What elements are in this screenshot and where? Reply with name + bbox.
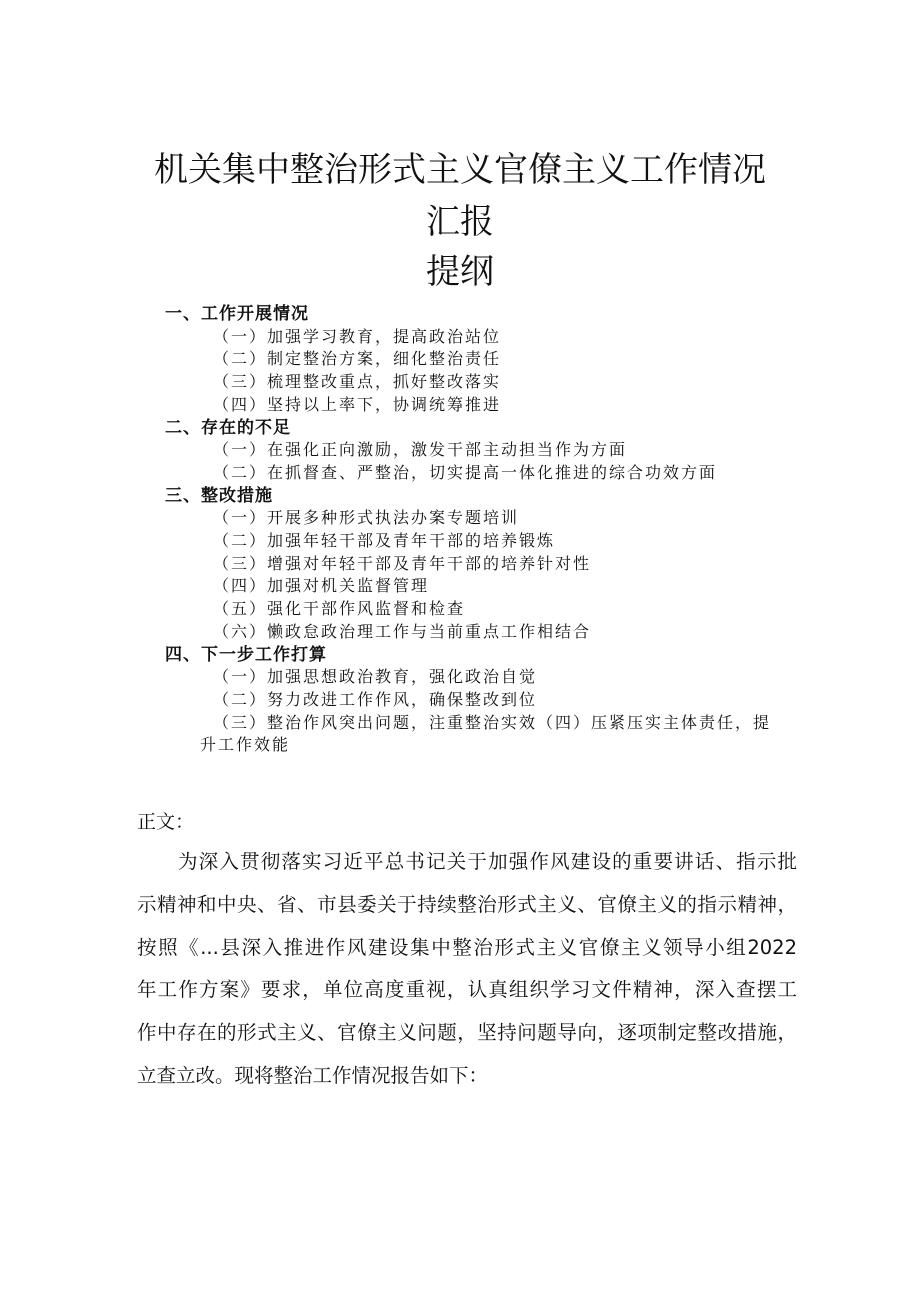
body-line: 年工作方案》要求，单位高度重视，认真组织学习文件精神，深入查摆工 — [137, 978, 797, 1002]
outline-item: （四）加强对机关监督管理 — [213, 576, 430, 596]
document-title-line-2: 汇报 — [426, 202, 494, 242]
outline-item: （一）加强学习教育，提高政治站位 — [213, 326, 502, 346]
outline-heading-4: 四、下一步工作打算 — [165, 644, 327, 664]
outline-item: （三）增强对年轻干部及青年干部的培养针对性 — [213, 553, 592, 573]
outline-heading-1: 一、工作开展情况 — [165, 304, 309, 323]
outline-item: （三）整治作风突出问题，注重整治实效（四）压紧压实主体责任，提 — [213, 712, 772, 732]
outline-item: （二）加强年轻干部及青年干部的培养锻炼 — [213, 531, 556, 551]
outline-item: （一）加强思想政治教育，强化政治自觉 — [213, 667, 538, 687]
outline-item: （一）在强化正向激励，激发干部主动担当作为方面 — [213, 440, 628, 460]
body-label: 正文： — [137, 811, 195, 833]
body-line: 立查立改。现将整治工作情况报告如下： — [137, 1063, 489, 1087]
document-title-line-1: 机关集中整治形式主义官僚主义工作情况 — [154, 150, 766, 190]
outline-title: 提纲 — [426, 252, 494, 292]
outline-heading-2: 二、存在的不足 — [165, 417, 291, 437]
outline-item: （二）制定整治方案，细化整治责任 — [213, 349, 502, 369]
body-line: 按照《...县深入推进作风建设集中整治形式主义官僚主义领导小组2022 — [137, 935, 797, 959]
outline-item: （五）强化干部作风监督和检查 — [213, 599, 466, 619]
body-line: 作中存在的形式主义、官僚主义问题，坚持问题导向，逐项制定整改措施， — [137, 1021, 797, 1045]
outline-item: （四）坚持以上率下，协调统筹推进 — [213, 394, 502, 414]
body-line: 示精神和中央、省、市县委关于持续整治形式主义、官僚主义的指示精神， — [137, 892, 797, 916]
body-line: 为深入贯彻落实习近平总书记关于加强作风建设的重要讲话、指示批 — [178, 850, 797, 873]
outline-item: （三）梳理整改重点，抓好整改落实 — [213, 372, 502, 392]
outline-item: （六）懒政怠政治理工作与当前重点工作相结合 — [213, 621, 592, 641]
outline-item: （二）努力改进工作作风，确保整改到位 — [213, 689, 538, 709]
outline — [0, 303, 920, 757]
outline-item: （一）开展多种形式执法办案专题培训 — [213, 508, 520, 528]
outline-heading-3: 三、整改措施 — [165, 485, 273, 505]
outline-item: （二）在抓督查、严整治，切实提高一体化推进的综合功效方面 — [213, 462, 718, 482]
body-paragraph — [137, 841, 797, 1098]
outline-item-continuation: 升工作效能 — [200, 735, 291, 755]
